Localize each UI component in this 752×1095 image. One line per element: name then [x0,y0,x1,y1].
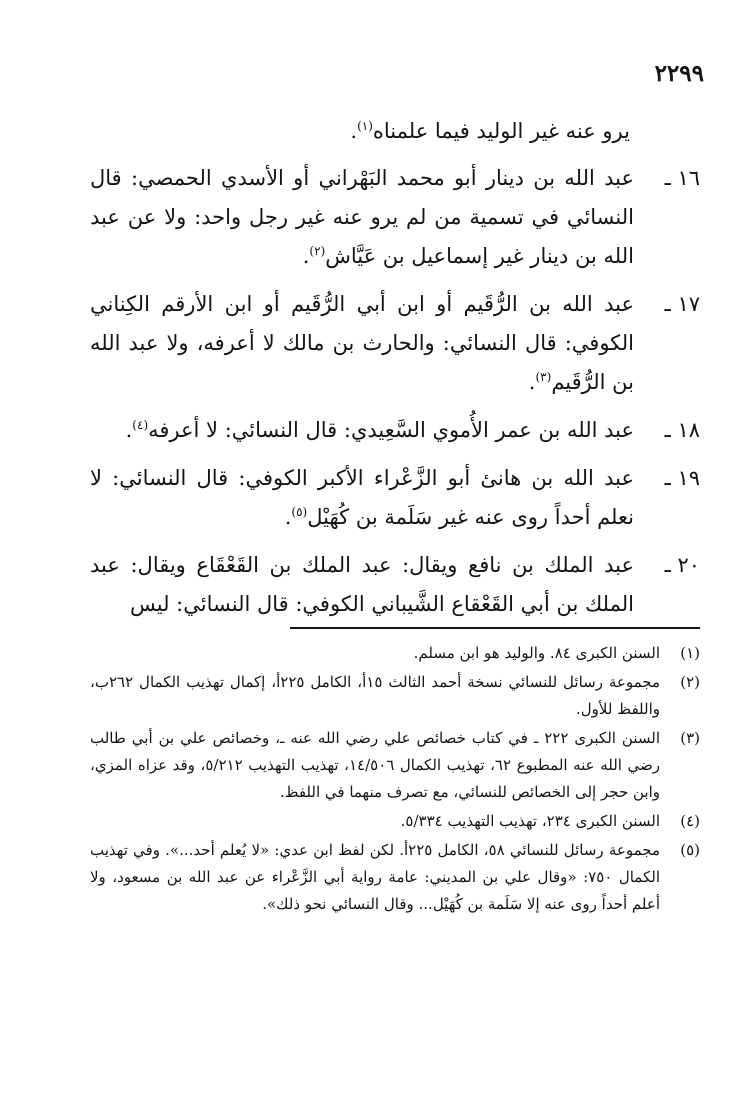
footnote-number: (٣) [680,729,700,747]
footnote-text: السنن الكبرى ٢٣٤، تهذيب التهذيب ٥/٣٣٤. [400,812,660,830]
entry-body: عبد الله بن الرُّقَيم أو ابن أبي الرُّقَيم أو ابن الأرقم الكِناني الكوفي: قال النسائي: والحارث بن مالك لا أعرفه، ولا عبد الله بن الرُّقَيم [90,292,634,394]
entry-18 [90,411,700,450]
entry-text [90,285,634,402]
footnote-2 [90,669,700,723]
page-number: ٢٢٩٩ [654,60,704,87]
main-text [90,112,700,633]
footnote-number: (٢) [680,673,700,691]
entry-number: ١٨ ـ [664,418,700,442]
intro-paragraph [90,112,700,151]
entry-end: . [125,418,133,442]
entry-17 [90,285,700,402]
footnote-text: مجموعة رسائل للنسائي ٥٨، الكامل ٢٢٥أ. لكن لفظ ابن عدي: «لا يُعلم أحد...». وفي تهذيب الكمال ٧٥٠: «وقال علي بن المديني: عامة رواية أبي الزَّعْراء عن عبد الله بن مسعود، ولا أعلم أحداً روى عنه إلا سَلَمة بن كُهَيْل... وقال النسائي نحو ذلك». [90,841,660,913]
entry-text [90,411,634,450]
intro-end: . [350,119,358,143]
footnote-ref[interactable]: (٢) [309,244,326,258]
entry-20 [90,546,700,624]
book-page [90,0,704,1095]
entry-19 [90,459,700,537]
entry-text [90,159,634,276]
entry-16 [90,159,700,276]
footnote-ref[interactable]: (١) [357,119,373,133]
footnote-ref[interactable]: (٥) [291,505,308,519]
footnote-text: السنن الكبرى ٢٢٢ ـ في كتاب خصائص علي رضي الله عنه ـ، وخصائص علي بن أبي طالب رضي الله عنه المطبوع ٦٢، تهذيب الكمال ١٤/٥٠٦، تهذيب التهذيب ٥/٢١٢، وقد عزاه المزي، وابن حجر إلى الخصائص للنسائي، مع تصرف منهما في اللفظ. [90,729,660,801]
entry-end: . [284,505,292,529]
entry-body: عبد الله بن دينار أبو محمد البَهْراني أو الأسدي الحمصي: قال النسائي في تسمية من لم يرو عنه غير رجل واحد: ولا عن عبد الله بن دينار غير إسماعيل بن عَيَّاش [90,166,634,268]
footnote-number: (٤) [680,812,700,830]
footnotes [90,640,700,920]
footnote-number: (٥) [680,841,700,859]
footnote-ref[interactable]: (٤) [132,418,149,432]
footnote-divider [290,627,700,629]
entry-body: عبد الله بن عمر الأُموي السَّعِيدي: قال النسائي: لا أعرفه [148,418,634,442]
footnote-text: السنن الكبرى ٨٤. والوليد هو ابن مسلم. [413,644,660,662]
footnote-ref[interactable]: (٣) [535,370,552,384]
footnote-4 [90,808,700,835]
entry-text [90,546,634,624]
footnote-number: (١) [680,644,700,662]
entry-number: ١٩ ـ [664,466,700,490]
footnote-text: مجموعة رسائل للنسائي نسخة أحمد الثالث ١٥أ، الكامل ٢٢٥أ، إكمال تهذيب الكمال ٢٦٢ب، واللفظ للأول. [90,673,661,718]
footnote-1 [90,640,700,667]
entry-number: ٢٠ ـ [664,553,700,577]
entry-number: ١٦ ـ [664,166,700,190]
entry-end: . [528,370,536,394]
entry-body: عبد الملك بن نافع ويقال: عبد الملك بن القَعْقَاع ويقال: عبد الملك بن أبي القَعْقاع الشَّيباني الكوفي: قال النسائي: ليس [90,553,634,616]
entry-text [90,459,634,537]
entry-end: . [302,244,310,268]
entry-body: عبد الله بن هانئ أبو الزَّعْراء الأكبر الكوفي: قال النسائي: لا نعلم أحداً روى عنه غير سَلَمة بن كُهَيْل [90,466,634,529]
footnote-3 [90,725,700,806]
intro-text: يرو عنه غير الوليد فيما علمناه [372,119,630,143]
footnote-5 [90,837,700,918]
entry-number: ١٧ ـ [664,292,700,316]
